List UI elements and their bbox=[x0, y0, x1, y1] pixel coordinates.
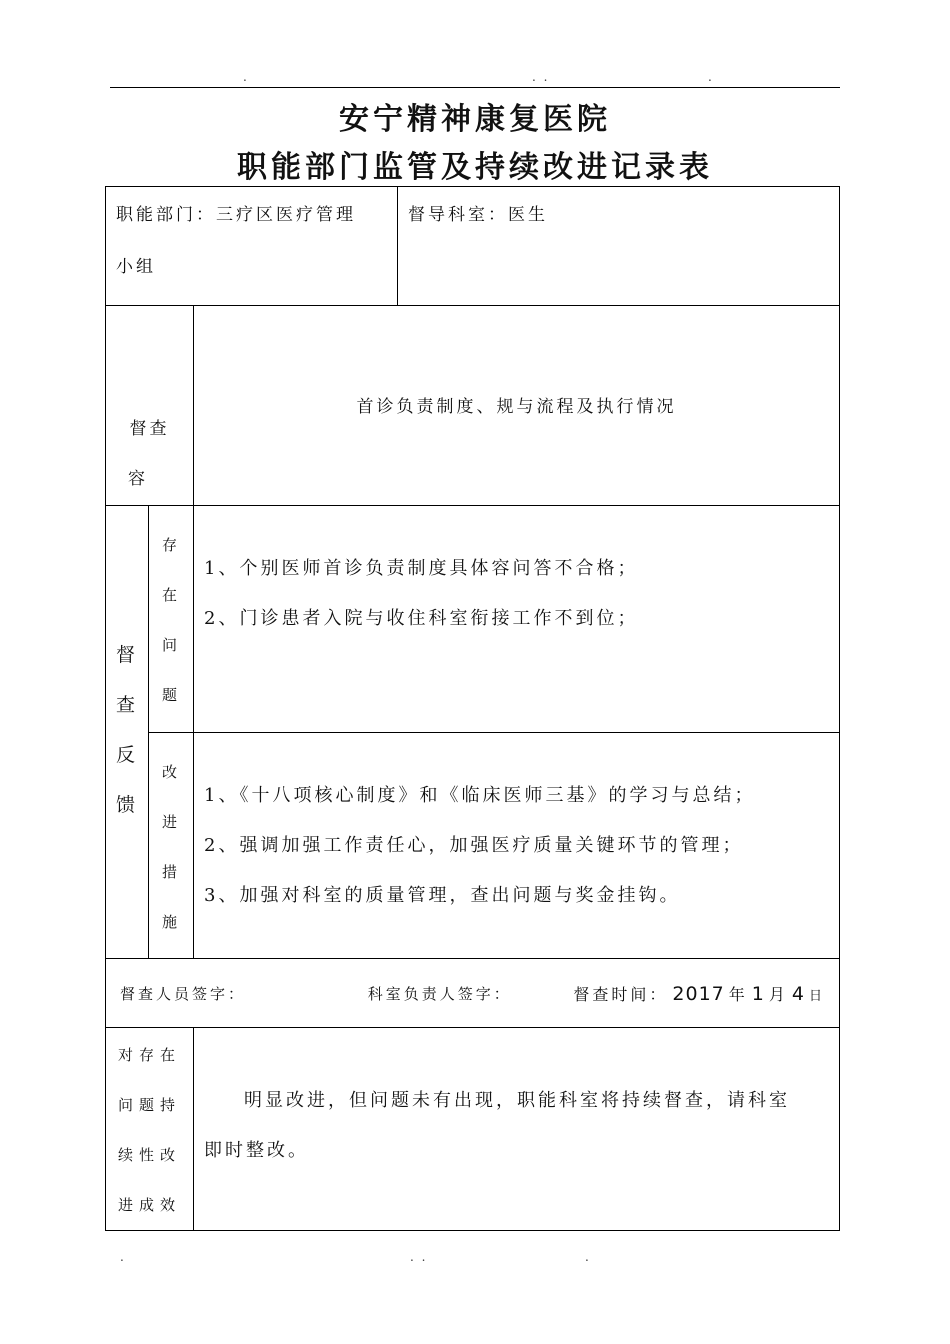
year-unit: 年 bbox=[728, 984, 748, 1004]
header-mark-middle: . . bbox=[532, 70, 550, 84]
problem-item: 1、个别医师首诊负责制度具体容问答不合格； bbox=[204, 558, 639, 579]
effect-label-line: 续性改 bbox=[117, 1146, 181, 1164]
inspection-day: 4 bbox=[791, 982, 805, 1005]
measures-label-char: 改 bbox=[161, 763, 180, 781]
footer-mark-middle: . . bbox=[410, 1250, 428, 1264]
content-text-cell bbox=[194, 306, 840, 506]
problems-label-char: 存 bbox=[161, 536, 180, 554]
feedback-label-char: 督 bbox=[115, 644, 138, 666]
effect-text-line1: 明显改进，但问题未有出现，职能科室将持续督查，请科室 bbox=[244, 1090, 790, 1111]
problems-row bbox=[106, 506, 840, 733]
effect-label-line: 问题持 bbox=[117, 1096, 181, 1114]
inspector-signature-label: 督查人员签字： bbox=[120, 984, 247, 1003]
inspection-time bbox=[573, 982, 825, 1005]
dept-head-signature-label: 科室负责人签字： bbox=[367, 984, 512, 1003]
supervising-dept-cell bbox=[398, 187, 840, 306]
content-label-cell bbox=[106, 306, 194, 506]
content-label-b: 容 bbox=[128, 469, 148, 489]
footer-mark-right: . bbox=[585, 1250, 591, 1264]
record-table bbox=[105, 186, 840, 1231]
measures-label-cell bbox=[149, 733, 194, 959]
content-text: 首诊负责制度、规与流程及执行情况 bbox=[356, 397, 677, 417]
feedback-label-char: 馈 bbox=[115, 794, 138, 816]
day-unit: 日 bbox=[809, 988, 826, 1004]
department-label-cont: 小组 bbox=[116, 257, 156, 277]
measures-row bbox=[106, 733, 840, 959]
feedback-label-cell bbox=[106, 506, 149, 959]
measures-label-char: 措 bbox=[161, 863, 180, 881]
header-mark-left: . bbox=[243, 70, 249, 84]
feedback-label-char: 反 bbox=[115, 744, 138, 766]
inspection-month: 1 bbox=[751, 982, 765, 1005]
problems-label-char: 题 bbox=[161, 686, 180, 704]
feedback-label-char: 查 bbox=[115, 694, 138, 716]
hospital-title: 安宁精神康复医院 bbox=[339, 102, 611, 137]
measure-item: 2、强调加强工作责任心，加强医疗质量关键环节的管理； bbox=[204, 835, 744, 856]
measure-item: 1、《十八项核心制度》和《临床医师三基》的学习与总结； bbox=[204, 785, 756, 806]
effect-label-cell bbox=[106, 1028, 194, 1231]
form-title: 职能部门监管及持续改进记录表 bbox=[237, 150, 713, 185]
measures-label-char: 进 bbox=[161, 813, 180, 831]
measures-cell bbox=[194, 733, 840, 959]
measures-label-char: 施 bbox=[161, 913, 180, 931]
footer-mark-left: . bbox=[120, 1250, 126, 1264]
signature-row bbox=[106, 959, 840, 1028]
header-mark-right: . bbox=[708, 70, 714, 84]
effect-row bbox=[106, 1028, 840, 1231]
department-label: 职能部门：三疗区医疗管理 bbox=[116, 205, 356, 225]
effect-label-line: 进成效 bbox=[117, 1196, 181, 1214]
problems-label-char: 在 bbox=[161, 586, 180, 604]
inspection-time-label: 督查时间： bbox=[573, 984, 669, 1004]
department-cell bbox=[106, 187, 398, 306]
problems-label-cell bbox=[149, 506, 194, 733]
effect-text-line2: 即时整改。 bbox=[204, 1140, 309, 1161]
content-row bbox=[106, 306, 840, 506]
problems-cell bbox=[194, 506, 840, 733]
month-unit: 月 bbox=[768, 984, 788, 1004]
problem-item: 2、门诊患者入院与收住科室衔接工作不到位； bbox=[204, 608, 639, 629]
inspection-year: 2017 bbox=[672, 982, 725, 1005]
effect-label-line: 对存在 bbox=[117, 1046, 181, 1064]
header-rule bbox=[110, 87, 840, 88]
supervising-dept-label: 督导科室：医生 bbox=[408, 205, 549, 225]
department-row bbox=[106, 187, 840, 306]
effect-text-cell bbox=[194, 1028, 840, 1231]
measure-item: 3、加强对科室的质量管理，查出问题与奖金挂钩。 bbox=[204, 885, 681, 906]
problems-label-char: 问 bbox=[161, 636, 180, 654]
signature-cell bbox=[106, 959, 840, 1028]
content-label-a: 督查 bbox=[129, 419, 170, 439]
